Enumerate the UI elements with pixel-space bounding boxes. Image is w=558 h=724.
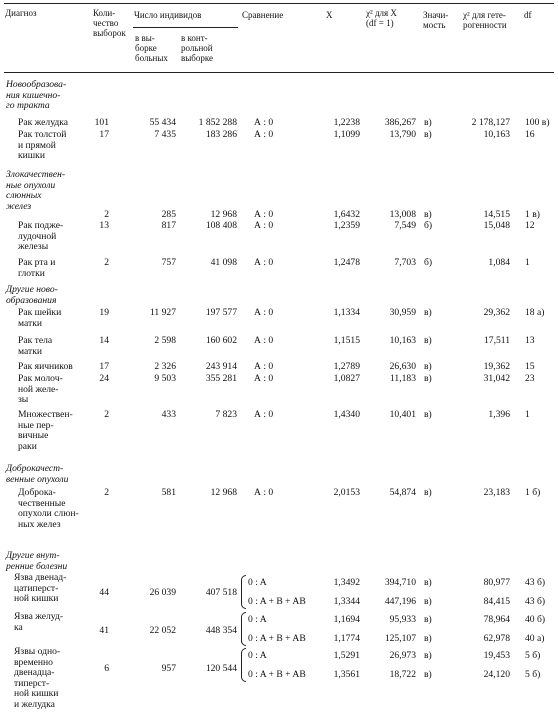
comparison: А : 0 <box>254 117 274 128</box>
comparison: А : 0 <box>254 129 274 140</box>
header-chi-x: χ² для X (df = 1) <box>366 8 397 28</box>
chi-het-value: 24,120 <box>483 669 510 680</box>
control-count: 197 577 <box>205 307 237 318</box>
df-value: 1 б) <box>525 487 541 498</box>
chi-x-value: 394,710 <box>384 577 416 588</box>
sick-count: 757 <box>161 257 176 268</box>
df-value: 40 б) <box>525 614 546 625</box>
header-x: X <box>326 10 333 20</box>
sample-count: 41 <box>99 625 109 636</box>
sample-count: 6 <box>104 663 109 674</box>
chi-het-value: 23,183 <box>483 487 510 498</box>
control-count: 243 914 <box>205 361 237 372</box>
control-count: 407 518 <box>205 587 237 598</box>
comparison-brace <box>241 648 246 682</box>
x-value: 1,1334 <box>333 307 360 318</box>
sample-count: 17 <box>99 129 109 140</box>
chi-x-value: 386,267 <box>384 117 416 128</box>
x-value: 1,2478 <box>333 257 360 268</box>
control-count: 7 823 <box>215 409 237 420</box>
x-value: 1,1515 <box>333 335 360 346</box>
df-value: 23 <box>525 373 535 384</box>
sick-count: 581 <box>161 487 176 498</box>
sick-count: 9 503 <box>154 373 176 384</box>
x-value: 1,6432 <box>333 209 360 220</box>
chi-x-value: 26,973 <box>389 650 416 661</box>
comparison-brace <box>241 612 246 646</box>
section-heading: Другие ново- образования <box>6 284 58 306</box>
diagnosis-name: Рак яичников <box>18 361 73 372</box>
significance: б) <box>424 257 433 268</box>
header-chi-heterogeneity: χ² для гете- рогенности <box>463 10 507 30</box>
x-value: 1,3492 <box>333 577 360 588</box>
diagnosis-name: Доброка- чественные опухоли слюн- ных желез <box>18 487 79 530</box>
significance: в) <box>424 487 432 498</box>
header-bottom-rule <box>4 72 554 73</box>
significance: в) <box>424 361 432 372</box>
chi-x-value: 95,933 <box>389 614 416 625</box>
x-value: 1,5291 <box>333 650 360 661</box>
sick-count: 26 039 <box>149 587 176 598</box>
subheader-rule <box>133 27 238 28</box>
section-heading: Другие внут- ренние болезни <box>6 550 68 572</box>
sick-count: 2 598 <box>154 335 176 346</box>
control-count: 183 286 <box>205 129 237 140</box>
section-heading: Доброкачест- венные опухоли <box>6 463 69 485</box>
chi-het-value: 10,163 <box>483 129 510 140</box>
header-count: Коли- чество выборок <box>93 8 126 38</box>
chi-x-value: 7,549 <box>394 220 416 231</box>
chi-x-value: 13,790 <box>389 129 416 140</box>
chi-het-value: 1,084 <box>488 257 510 268</box>
sick-count: 957 <box>161 663 176 674</box>
diagnosis-name: Рак молоч- ной желе- зы <box>18 373 63 406</box>
section-heading: Злокачествен- ные опухоли слюнных желез <box>6 169 66 212</box>
significance: в) <box>424 373 432 384</box>
sample-count: 2 <box>104 409 109 420</box>
sick-count: 7 435 <box>154 129 176 140</box>
significance: в) <box>424 129 432 140</box>
comparison: А : 0 <box>254 335 274 346</box>
chi-het-value: 19,453 <box>483 650 510 661</box>
x-value: 1,4340 <box>333 409 360 420</box>
comparison: А : 0 <box>254 257 274 268</box>
chi-x-value: 10,401 <box>389 409 416 420</box>
header-diagnosis: Диагноз <box>5 8 37 18</box>
x-value: 1,1099 <box>333 129 360 140</box>
df-value: 1 в) <box>525 209 540 220</box>
chi-x-value: 7,703 <box>394 257 416 268</box>
chi-het-value: 15,048 <box>483 220 510 231</box>
df-value: 43 б) <box>525 577 546 588</box>
significance: в) <box>424 577 432 588</box>
significance: в) <box>424 307 432 318</box>
significance: в) <box>424 409 432 420</box>
sample-count: 2 <box>104 257 109 268</box>
section-heading: Новообразова- ния кишечно- го тракта <box>6 79 67 112</box>
significance: в) <box>424 117 432 128</box>
control-count: 120 544 <box>205 663 237 674</box>
diagnosis-name: Рак желудка <box>18 117 69 128</box>
significance: в) <box>424 633 432 644</box>
chi-het-value: 17,511 <box>483 335 510 346</box>
comparison: 0 : A <box>248 614 267 625</box>
chi-x-value: 26,630 <box>389 361 416 372</box>
x-value: 1,3561 <box>333 669 360 680</box>
comparison: А : 0 <box>254 487 274 498</box>
chi-het-value: 29,362 <box>483 307 510 318</box>
sick-count: 817 <box>161 220 176 231</box>
comparison: 0 : A + B + AB <box>248 596 306 607</box>
diagnosis-name: Рак тела матки <box>18 335 53 357</box>
chi-x-value: 18,722 <box>389 669 416 680</box>
sample-count: 14 <box>99 335 109 346</box>
df-value: 40 а) <box>525 633 545 644</box>
chi-x-value: 13,008 <box>389 209 416 220</box>
sample-count: 44 <box>99 587 109 598</box>
chi-het-value: 19,362 <box>483 361 510 372</box>
sick-count: 433 <box>161 409 176 420</box>
control-count: 12 968 <box>210 487 237 498</box>
sample-count: 2 <box>104 209 109 220</box>
comparison-brace <box>241 575 246 609</box>
control-count: 448 354 <box>205 625 237 636</box>
df-value: 100 в) <box>525 117 550 128</box>
sample-count: 19 <box>99 307 109 318</box>
df-value: 15 <box>525 361 535 372</box>
sick-count: 11 927 <box>149 307 176 318</box>
x-value: 2,0153 <box>333 487 360 498</box>
chi-x-value: 30,959 <box>389 307 416 318</box>
comparison: А : 0 <box>254 373 274 384</box>
control-count: 41 098 <box>210 257 237 268</box>
df-value: 5 б) <box>525 650 541 661</box>
header-significance: Значи- мость <box>423 10 449 30</box>
sick-count: 22 052 <box>149 625 176 636</box>
df-value: 16 <box>525 129 535 140</box>
header-sick-sample: в вы- борке больных <box>135 33 168 63</box>
chi-x-value: 11,183 <box>389 373 416 384</box>
df-value: 1 <box>525 409 530 420</box>
chi-het-value: 31,042 <box>483 373 510 384</box>
diagnosis-name: Рак подже- лудочной железы <box>18 220 64 253</box>
x-value: 1,1774 <box>333 633 360 644</box>
df-value: 1 <box>525 257 530 268</box>
df-value: 18 а) <box>525 307 545 318</box>
sample-count: 13 <box>99 220 109 231</box>
comparison: А : 0 <box>254 361 274 372</box>
control-count: 355 281 <box>205 373 237 384</box>
chi-het-value: 80,977 <box>483 577 510 588</box>
comparison: А : 0 <box>254 220 274 231</box>
significance: в) <box>424 650 432 661</box>
header-individuals: Число индивидов <box>134 10 202 20</box>
diagnosis-name: Рак шейки матки <box>18 307 62 329</box>
comparison: 0 : A <box>248 650 267 661</box>
significance: б) <box>424 220 433 231</box>
control-count: 108 408 <box>205 220 237 231</box>
control-count: 160 602 <box>205 335 237 346</box>
x-value: 1,2359 <box>333 220 360 231</box>
significance: в) <box>424 669 432 680</box>
comparison: А : 0 <box>254 307 274 318</box>
comparison: А : 0 <box>254 209 274 220</box>
sample-count: 17 <box>99 361 109 372</box>
chi-x-value: 125,107 <box>384 633 416 644</box>
x-value: 1,3344 <box>333 596 360 607</box>
chi-x-value: 10,163 <box>389 335 416 346</box>
header-df: df <box>524 10 532 20</box>
chi-het-value: 78,964 <box>483 614 510 625</box>
df-value: 13 <box>525 335 535 346</box>
sample-count: 24 <box>99 373 109 384</box>
significance: в) <box>424 335 432 346</box>
header-comparison: Сравнение <box>242 10 284 20</box>
diagnosis-name: Язва желуд- ка <box>14 611 64 633</box>
diagnosis-name: Рак толстой и прямой кишки <box>18 129 67 162</box>
x-value: 1,2789 <box>333 361 360 372</box>
sick-count: 285 <box>161 209 176 220</box>
chi-het-value: 62,978 <box>483 633 510 644</box>
chi-het-value: 1,396 <box>488 409 510 420</box>
comparison: 0 : A <box>248 577 267 588</box>
chi-x-value: 447,196 <box>384 596 416 607</box>
df-value: 12 <box>525 220 535 231</box>
control-count: 12 968 <box>210 209 237 220</box>
comparison: А : 0 <box>254 409 274 420</box>
diagnosis-name: Язва двенад- цатиперст- ной кишки <box>14 572 67 605</box>
diagnosis-name: Язвы одно- временно двенадца- типерст- ной кишки и желудка <box>14 646 61 710</box>
significance: в) <box>424 614 432 625</box>
sample-count: 2 <box>104 487 109 498</box>
significance: в) <box>424 209 432 220</box>
diagnosis-name: Множествен- ные пер- вичные раки <box>18 409 73 452</box>
x-value: 1,0827 <box>333 373 360 384</box>
sick-count: 2 326 <box>154 361 176 372</box>
sample-count: 101 <box>94 117 109 128</box>
df-value: 43 б) <box>525 596 546 607</box>
header-control-sample: в конт- рольной выборке <box>181 33 214 63</box>
diagnosis-name: Рак рта и глотки <box>18 257 56 279</box>
chi-x-value: 54,874 <box>389 487 416 498</box>
significance: в) <box>424 596 432 607</box>
x-value: 1,1694 <box>333 614 360 625</box>
comparison: 0 : A + B + AB <box>248 633 306 644</box>
x-value: 1,2238 <box>333 117 360 128</box>
control-count: 1 852 288 <box>198 117 237 128</box>
sick-count: 55 434 <box>149 117 176 128</box>
chi-het-value: 84,415 <box>483 596 510 607</box>
top-rule <box>4 3 554 4</box>
comparison: 0 : A + B + AB <box>248 669 306 680</box>
chi-het-value: 2 178,127 <box>471 117 510 128</box>
df-value: 5 б) <box>525 669 541 680</box>
chi-het-value: 14,515 <box>483 209 510 220</box>
